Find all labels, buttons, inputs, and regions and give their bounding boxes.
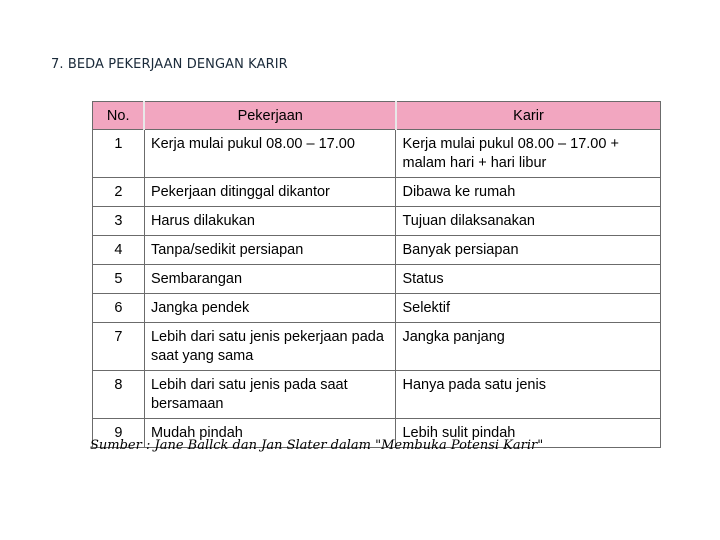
- pekerjaan-cell: Tanpa/sedikit persiapan: [144, 236, 396, 265]
- row-number-cell: 6: [93, 294, 145, 323]
- pekerjaan-cell: Pekerjaan ditinggal dikantor: [144, 178, 396, 207]
- source-citation: Sumber : Jane Ballck dan Jan Slater dalam "Membuka Potensi Karir": [90, 438, 544, 453]
- table-row: [93, 236, 661, 265]
- karir-cell: Lebih sulit pindah: [396, 419, 661, 448]
- karir-cell: Banyak persiapan: [396, 236, 661, 265]
- section-heading: 7. BEDA PEKERJAAN DENGAN KARIR: [51, 57, 288, 72]
- karir-cell: Tujuan dilaksanakan: [396, 207, 661, 236]
- table-header-row: [93, 102, 661, 130]
- pekerjaan-cell: Kerja mulai pukul 08.00 – 17.00: [144, 130, 396, 178]
- row-number-cell: 8: [93, 371, 145, 419]
- row-number-cell: 5: [93, 265, 145, 294]
- karir-cell: Status: [396, 265, 661, 294]
- comparison-table: [92, 101, 661, 448]
- row-number-cell: 3: [93, 207, 145, 236]
- row-number-cell: 7: [93, 323, 145, 371]
- row-number-cell: 1: [93, 130, 145, 178]
- pekerjaan-cell: Lebih dari satu jenis pada saat bersamaan: [144, 371, 396, 419]
- pekerjaan-cell: Sembarangan: [144, 265, 396, 294]
- column-header-karir: Karir: [396, 102, 661, 130]
- karir-cell: Selektif: [396, 294, 661, 323]
- table-row: [93, 294, 661, 323]
- row-number-cell: 2: [93, 178, 145, 207]
- table-row: [93, 323, 661, 371]
- karir-cell: Hanya pada satu jenis: [396, 371, 661, 419]
- table-row: [93, 207, 661, 236]
- karir-cell: Kerja mulai pukul 08.00 – 17.00 + malam hari + hari libur: [396, 130, 661, 178]
- column-header-no: No.: [93, 102, 145, 130]
- table-row: [93, 130, 661, 178]
- table-row: [93, 178, 661, 207]
- table-row: [93, 371, 661, 419]
- table-row: [93, 265, 661, 294]
- pekerjaan-cell: Lebih dari satu jenis pekerjaan pada saat yang sama: [144, 323, 396, 371]
- pekerjaan-cell: Harus dilakukan: [144, 207, 396, 236]
- karir-cell: Jangka panjang: [396, 323, 661, 371]
- row-number-cell: 9: [93, 419, 145, 448]
- pekerjaan-cell: Jangka pendek: [144, 294, 396, 323]
- column-header-pekerjaan: Pekerjaan: [144, 102, 396, 130]
- pekerjaan-cell: Mudah pindah: [144, 419, 396, 448]
- row-number-cell: 4: [93, 236, 145, 265]
- karir-cell: Dibawa ke rumah: [396, 178, 661, 207]
